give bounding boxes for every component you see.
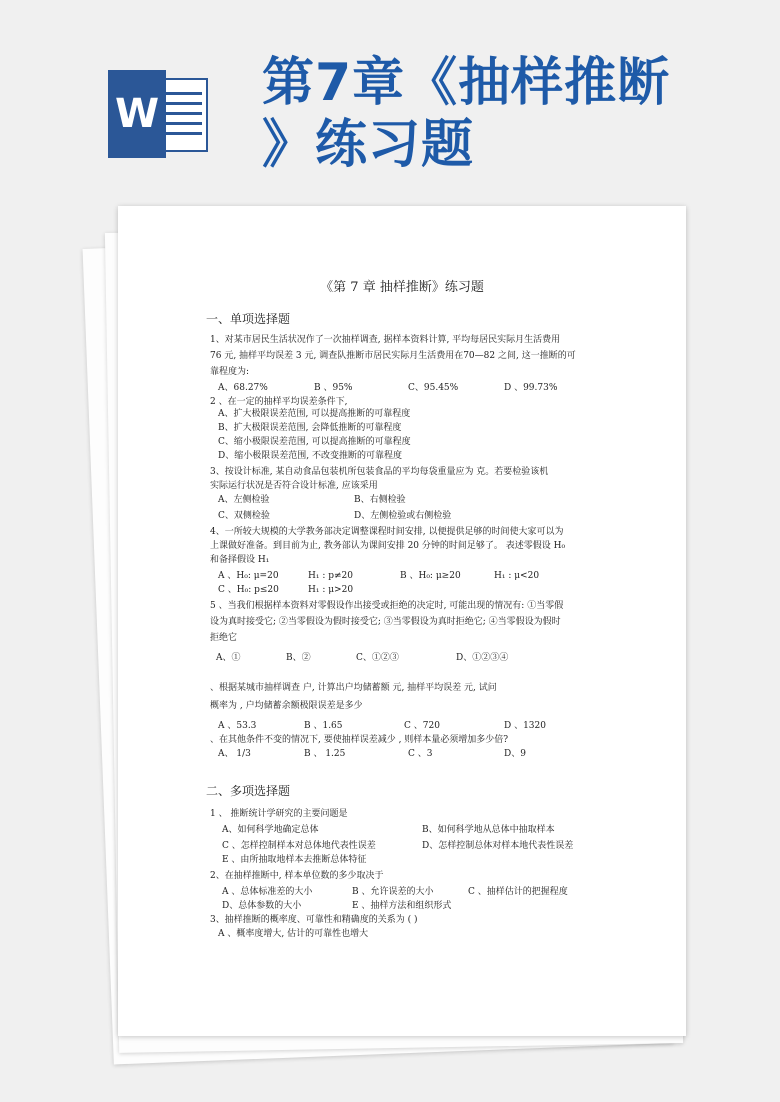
m2-option-a: A 、总体标准差的大小 <box>222 887 313 897</box>
doc-title: 《第 7 章 抽样推断》练习题 <box>320 280 484 295</box>
q3-option-c: C、双侧检验 <box>218 511 270 521</box>
q5-line-1: 5 、当我们根据样本资料对零假设作出接受或拒绝的决定时, 可能出现的情况有: ①当零假 <box>210 601 564 611</box>
m2-option-d: D、总体参数的大小 <box>222 901 302 911</box>
q2-option-d: D、缩小极限误差范围, 不改变推断的可靠程度 <box>218 451 402 461</box>
m2-stem: 2、在抽样推断中, 样本单位数的多少取决于 <box>210 871 384 881</box>
q7-option-a: A、 1/3 <box>218 749 251 759</box>
q1-option-c: C、95.45% <box>408 383 459 393</box>
q5-option-c: C、①②③ <box>356 653 399 663</box>
banner-title-line2: 》练习题 <box>262 115 475 175</box>
q6-option-c: C 、720 <box>404 721 440 731</box>
q6-option-b: B 、1.65 <box>304 721 343 731</box>
q3-line-1: 3、按设计标准, 某自动食品包装机所包装食品的平均每袋重量应为 克。若要检验该机 <box>210 467 549 477</box>
m1-option-d: D、怎样控制总体对样本地代表性误差 <box>422 841 574 851</box>
m1-option-a: A、如何科学地确定总体 <box>222 825 319 835</box>
m2-option-e: E 、抽样方法和组织形式 <box>352 901 452 911</box>
section-1-heading: 一、单项选择题 <box>206 312 291 326</box>
m2-option-c: C 、抽样估计的把握程度 <box>468 887 568 897</box>
word-icon <box>108 70 212 158</box>
banner-title-line1: 第7章《抽样推断 <box>262 53 671 113</box>
q1-option-b: B 、95% <box>314 383 353 393</box>
q4-line-3: 和备择假设 H₁ <box>210 555 270 565</box>
q4-option-b-h1: H₁ : μ<20 <box>494 571 540 581</box>
q4-option-a-h1: H₁ : p≠20 <box>308 571 353 581</box>
document-page <box>118 206 686 1036</box>
q7-option-d: D、9 <box>504 749 526 759</box>
q1-option-a: A、68.27% <box>218 383 268 393</box>
m1-stem: 1 、 推断统计学研究的主要问题是 <box>210 809 348 819</box>
q1-line-3: 靠程度为: <box>210 367 250 377</box>
q2-option-a: A、扩大极限误差范围, 可以提高推断的可靠程度 <box>218 409 411 419</box>
m1-option-e: E 、由所抽取地样本去推断总体特征 <box>222 855 367 865</box>
q4-line-2: 上课做好准备。到目前为止, 教务部认为课间安排 20 分钟的时间足够了。 表述零假设 H₀ <box>210 541 566 551</box>
q4-option-c-h0: C 、H₀: p≤20 <box>218 585 279 595</box>
q5-option-d: D、①②③④ <box>456 653 509 663</box>
q5-line-3: 拒绝它 <box>210 633 238 643</box>
q3-line-2: 实际运行状况是否符合设计标准, 应该采用 <box>210 481 378 491</box>
m1-option-b: B、如何科学地从总体中抽取样本 <box>422 825 555 835</box>
section-2-heading: 二、多项选择题 <box>206 784 291 798</box>
banner-title <box>262 52 712 176</box>
q6-line-2: 概率为 , 户均储蓄余额极限误差是多少 <box>210 701 363 711</box>
q2-option-b: B、扩大极限误差范围, 会降低推断的可靠程度 <box>218 423 402 433</box>
q1-line-2: 76 元, 抽样平均误差 3 元, 调查队推断市居民实际月生活费用在70—82 之间, 这一推断的可 <box>210 351 576 361</box>
q7-option-b: B 、 1.25 <box>304 749 346 759</box>
q1-option-d: D 、99.73% <box>504 383 558 393</box>
q1-line-1: 1、对某市居民生活状况作了一次抽样调查, 据样本资料计算, 平均每居民实际月生活费用 <box>210 335 561 345</box>
q3-option-a: A、左侧检验 <box>218 495 270 505</box>
q6-line-1: 、根据某城市抽样调查 户, 计算出户均储蓄额 元, 抽样平均误差 元, 试问 <box>210 683 497 693</box>
m2-option-b: B 、允许误差的大小 <box>352 887 434 897</box>
q4-option-b-h0: B 、H₀: μ≥20 <box>400 571 461 581</box>
q4-option-c-h1: H₁ : μ>20 <box>308 585 354 595</box>
q5-option-b: B、② <box>286 653 311 663</box>
q7-option-c: C 、3 <box>408 749 433 759</box>
word-icon-letter: W <box>108 70 166 158</box>
q5-line-2: 设为真时接受它; ②当零假设为假时接受它; ③当零假设为真时拒绝它; ④当零假设为假时 <box>210 617 561 627</box>
q7-stem: 、在其他条件不变的情况下, 要使抽样误差减少 , 则样本量必须增加多少倍? <box>210 735 509 745</box>
q3-option-d: D、左侧检验或右侧检验 <box>354 511 452 521</box>
q2-option-c: C、缩小极限误差范围, 可以提高推断的可靠程度 <box>218 437 411 447</box>
q4-option-a-h0: A 、H₀: μ=20 <box>218 571 279 581</box>
m1-option-c: C 、怎样控制样本对总体地代表性误差 <box>222 841 376 851</box>
q6-option-a: A 、53.3 <box>218 721 257 731</box>
m3-stem: 3、抽样推断的概率度、可靠性和精确度的关系为 ( ) <box>210 915 418 925</box>
q6-option-d: D 、1320 <box>504 721 546 731</box>
q3-option-b: B、右侧检验 <box>354 495 406 505</box>
q4-line-1: 4、一所较大规模的大学教务部决定调整课程时间安排, 以便提供足够的时间使大家可以为 <box>210 527 564 537</box>
q2-stem: 2 、在一定的抽样平均误差条件下, <box>210 397 348 407</box>
q5-option-a: A、① <box>216 653 241 663</box>
m3-option-a: A 、概率度增大, 估计的可靠性也增大 <box>218 929 369 939</box>
